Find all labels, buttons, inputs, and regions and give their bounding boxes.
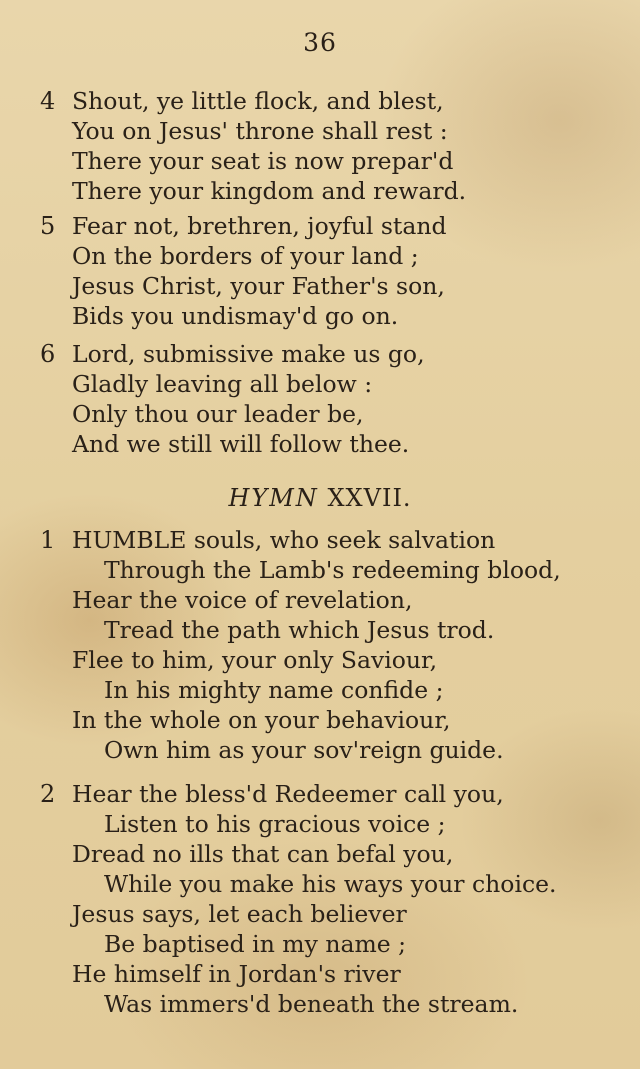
verse-number: 5 <box>40 212 56 240</box>
verse-5 <box>0 211 640 331</box>
verse-number: 6 <box>40 340 56 368</box>
verse-line: Tread the path which Jesus trod. <box>104 616 495 644</box>
verse-line: Hear the voice of revelation, <box>72 586 413 614</box>
verse-line: Was immers'd beneath the stream. <box>104 990 519 1018</box>
verse-line: Jesus Christ, your Father's son, <box>72 272 445 300</box>
verse-line: HUMBLE souls, who seek salvation <box>72 526 496 554</box>
verse-line: Through the Lamb's redeeming blood, <box>104 556 561 584</box>
verse-6 <box>0 339 640 459</box>
verse-line: Dread no ills that can befal you, <box>72 840 454 868</box>
verse-line: In the whole on your behaviour, <box>72 706 451 734</box>
verse-line: Jesus says, let each believer <box>72 900 407 928</box>
verse-line: There your seat is now prepar'd <box>72 147 454 175</box>
verse-line: Be baptised in my name ; <box>104 930 407 958</box>
verse-line: Fear not, brethren, joyful stand <box>72 212 447 240</box>
hymn-verse-2 <box>0 779 640 1019</box>
verse-line: You on Jesus' throne shall rest : <box>72 117 448 145</box>
hymn-verse-1 <box>0 525 640 765</box>
verse-line: Listen to his gracious voice ; <box>104 810 446 838</box>
verse-number: 1 <box>40 526 56 554</box>
verse-line: In his mighty name confide ; <box>104 676 444 704</box>
page-number: 36 <box>303 28 337 57</box>
verse-line: Gladly leaving all below : <box>72 370 373 398</box>
verse-line: And we still will follow thee. <box>72 430 410 458</box>
verse-line: Only thou our leader be, <box>72 400 364 428</box>
verse-line: Flee to him, your only Saviour, <box>72 646 438 674</box>
hymn-title <box>0 484 640 512</box>
hymn-title-word: HYMN <box>228 484 319 512</box>
verse-line: Hear the bless'd Redeemer call you, <box>72 780 504 808</box>
verse-number: 2 <box>40 780 56 808</box>
verse-line: There your kingdom and reward. <box>72 177 467 205</box>
verse-4 <box>0 86 640 206</box>
verse-line: He himself in Jordan's river <box>72 960 401 988</box>
hymn-title-numeral: XXVII. <box>327 484 412 512</box>
verse-line: Own him as your sov'reign guide. <box>104 736 504 764</box>
verse-line: On the borders of your land ; <box>72 242 419 270</box>
verse-line: Lord, submissive make us go, <box>72 340 425 368</box>
verse-line: Bids you undismay'd go on. <box>72 302 399 330</box>
verse-line: Shout, ye little flock, and blest, <box>72 87 444 115</box>
verse-line: While you make his ways your choice. <box>104 870 557 898</box>
verse-number: 4 <box>40 87 56 115</box>
